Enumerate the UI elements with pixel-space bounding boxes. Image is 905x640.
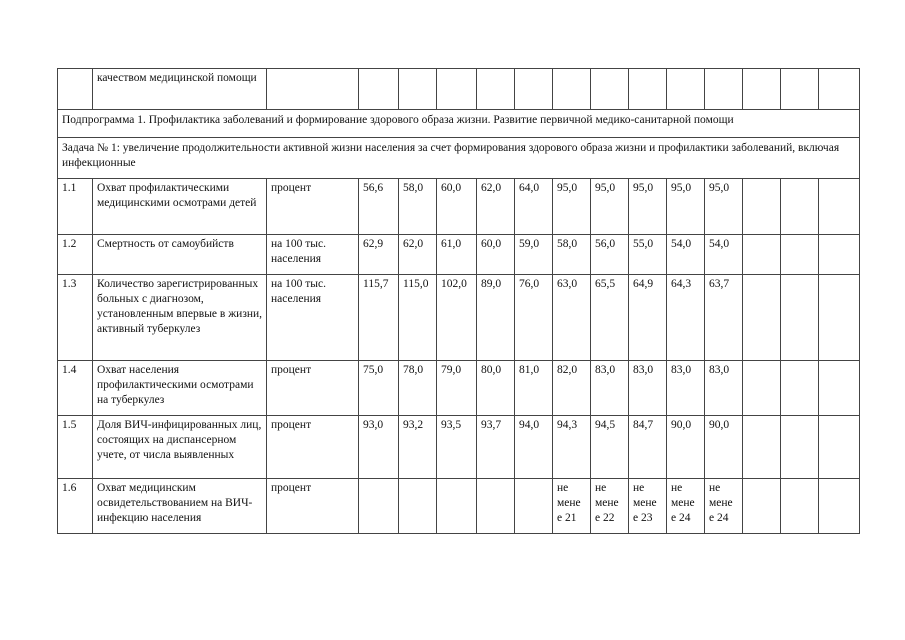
- cell-value: 58,0: [399, 179, 437, 235]
- cell-value: не мене е 23: [629, 479, 667, 534]
- cell-value: 94,5: [591, 416, 629, 479]
- cell-value: 95,0: [591, 179, 629, 235]
- cell-value: [781, 179, 819, 235]
- cell-num: 1.1: [58, 179, 93, 235]
- cell-value: [437, 479, 477, 534]
- cell-value: [819, 275, 860, 361]
- cell-value: 93,5: [437, 416, 477, 479]
- cell-value: [819, 179, 860, 235]
- cell-value: 94,0: [515, 416, 553, 479]
- cell-value: [781, 275, 819, 361]
- cell-value: [743, 235, 781, 275]
- cell-value: 80,0: [477, 361, 515, 416]
- cell-name: Охват населения профилактическими осмотрами на туберкулез: [93, 361, 267, 416]
- cell-value: 55,0: [629, 235, 667, 275]
- subprogram-row: [58, 110, 860, 138]
- cell-value: [399, 479, 437, 534]
- cell-value: [477, 69, 515, 110]
- cell-value: 84,7: [629, 416, 667, 479]
- cell-value: [819, 416, 860, 479]
- cell-value: 93,0: [359, 416, 399, 479]
- cell-name: Доля ВИЧ-инфицированных лиц, состоящих на диспансерном учете, от числа выявленных: [93, 416, 267, 479]
- table-row: [58, 235, 860, 275]
- cell-value: [667, 69, 705, 110]
- cell-value: [743, 361, 781, 416]
- cell-num: 1.4: [58, 361, 93, 416]
- cell-value: 83,0: [705, 361, 743, 416]
- cell-value: 61,0: [437, 235, 477, 275]
- cell-name: Охват медицинским освидетельствованием на ВИЧ-инфекцию населения: [93, 479, 267, 534]
- cell-unit: процент: [267, 479, 359, 534]
- cell-value: [743, 69, 781, 110]
- task-title: Задача № 1: увеличение продолжительности активной жизни населения за счет формирования здорового образа жизни и профилактики заболеваний, включая инфекционные: [58, 138, 860, 179]
- cell-value: 89,0: [477, 275, 515, 361]
- cell-value: 93,2: [399, 416, 437, 479]
- subprogram-title: Подпрограмма 1. Профилактика заболеваний и формирование здорового образа жизни. Развитие первичной медико-санитарной помощи: [58, 110, 860, 138]
- table-row: [58, 69, 860, 110]
- cell-value: [515, 479, 553, 534]
- cell-value: 83,0: [667, 361, 705, 416]
- cell-value: [743, 416, 781, 479]
- cell-value: [781, 235, 819, 275]
- cell-unit: процент: [267, 361, 359, 416]
- table-row: [58, 361, 860, 416]
- cell-value: 64,0: [515, 179, 553, 235]
- cell-value: 62,0: [477, 179, 515, 235]
- cell-unit: процент: [267, 416, 359, 479]
- cell-value: 54,0: [667, 235, 705, 275]
- table-row: [58, 179, 860, 235]
- cell-value: [819, 479, 860, 534]
- document-page: [57, 68, 859, 534]
- cell-unit: на 100 тыс. населения: [267, 275, 359, 361]
- cell-name: качеством медицинской помощи: [93, 69, 267, 110]
- cell-value: 79,0: [437, 361, 477, 416]
- cell-value: 90,0: [667, 416, 705, 479]
- cell-value: 65,5: [591, 275, 629, 361]
- cell-value: 54,0: [705, 235, 743, 275]
- cell-value: 102,0: [437, 275, 477, 361]
- cell-value: не мене е 24: [705, 479, 743, 534]
- table-row: [58, 479, 860, 534]
- cell-name: Охват профилактическими медицинскими осмотрами детей: [93, 179, 267, 235]
- cell-value: 115,0: [399, 275, 437, 361]
- cell-value: [781, 416, 819, 479]
- cell-value: 83,0: [629, 361, 667, 416]
- cell-value: [781, 361, 819, 416]
- cell-value: 60,0: [477, 235, 515, 275]
- cell-value: 90,0: [705, 416, 743, 479]
- cell-unit: на 100 тыс. населения: [267, 235, 359, 275]
- cell-value: 95,0: [629, 179, 667, 235]
- cell-value: [743, 179, 781, 235]
- cell-value: 60,0: [437, 179, 477, 235]
- cell-value: [819, 235, 860, 275]
- cell-value: [359, 69, 399, 110]
- cell-value: 115,7: [359, 275, 399, 361]
- cell-value: [781, 479, 819, 534]
- table-row: [58, 275, 860, 361]
- cell-value: 95,0: [667, 179, 705, 235]
- cell-value: [515, 69, 553, 110]
- cell-num: [58, 69, 93, 110]
- cell-value: 64,9: [629, 275, 667, 361]
- cell-value: 63,7: [705, 275, 743, 361]
- cell-value: 56,6: [359, 179, 399, 235]
- cell-num: 1.2: [58, 235, 93, 275]
- cell-value: 62,0: [399, 235, 437, 275]
- cell-value: [743, 479, 781, 534]
- cell-value: 95,0: [553, 179, 591, 235]
- cell-value: [743, 275, 781, 361]
- cell-value: не мене е 22: [591, 479, 629, 534]
- cell-value: не мене е 21: [553, 479, 591, 534]
- cell-value: [437, 69, 477, 110]
- cell-name: Количество зарегистрированных больных с диагнозом, установленным впервые в жизни, активный туберкулез: [93, 275, 267, 361]
- cell-value: [359, 479, 399, 534]
- task-row: [58, 138, 860, 179]
- cell-value: 59,0: [515, 235, 553, 275]
- cell-value: 76,0: [515, 275, 553, 361]
- cell-value: [553, 69, 591, 110]
- cell-name: Смертность от самоубийств: [93, 235, 267, 275]
- cell-unit: [267, 69, 359, 110]
- cell-value: [629, 69, 667, 110]
- cell-value: 56,0: [591, 235, 629, 275]
- cell-value: 62,9: [359, 235, 399, 275]
- indicators-table: [57, 68, 860, 534]
- cell-value: 64,3: [667, 275, 705, 361]
- cell-value: 81,0: [515, 361, 553, 416]
- cell-num: 1.6: [58, 479, 93, 534]
- cell-value: не мене е 24: [667, 479, 705, 534]
- cell-value: 75,0: [359, 361, 399, 416]
- cell-value: 63,0: [553, 275, 591, 361]
- cell-unit: процент: [267, 179, 359, 235]
- cell-value: [819, 361, 860, 416]
- cell-value: 58,0: [553, 235, 591, 275]
- cell-value: [591, 69, 629, 110]
- cell-value: 94,3: [553, 416, 591, 479]
- cell-value: [781, 69, 819, 110]
- cell-value: 95,0: [705, 179, 743, 235]
- cell-value: [705, 69, 743, 110]
- cell-value: 82,0: [553, 361, 591, 416]
- cell-num: 1.3: [58, 275, 93, 361]
- cell-value: 93,7: [477, 416, 515, 479]
- cell-value: [819, 69, 860, 110]
- cell-value: 83,0: [591, 361, 629, 416]
- cell-num: 1.5: [58, 416, 93, 479]
- cell-value: [399, 69, 437, 110]
- cell-value: 78,0: [399, 361, 437, 416]
- cell-value: [477, 479, 515, 534]
- table-row: [58, 416, 860, 479]
